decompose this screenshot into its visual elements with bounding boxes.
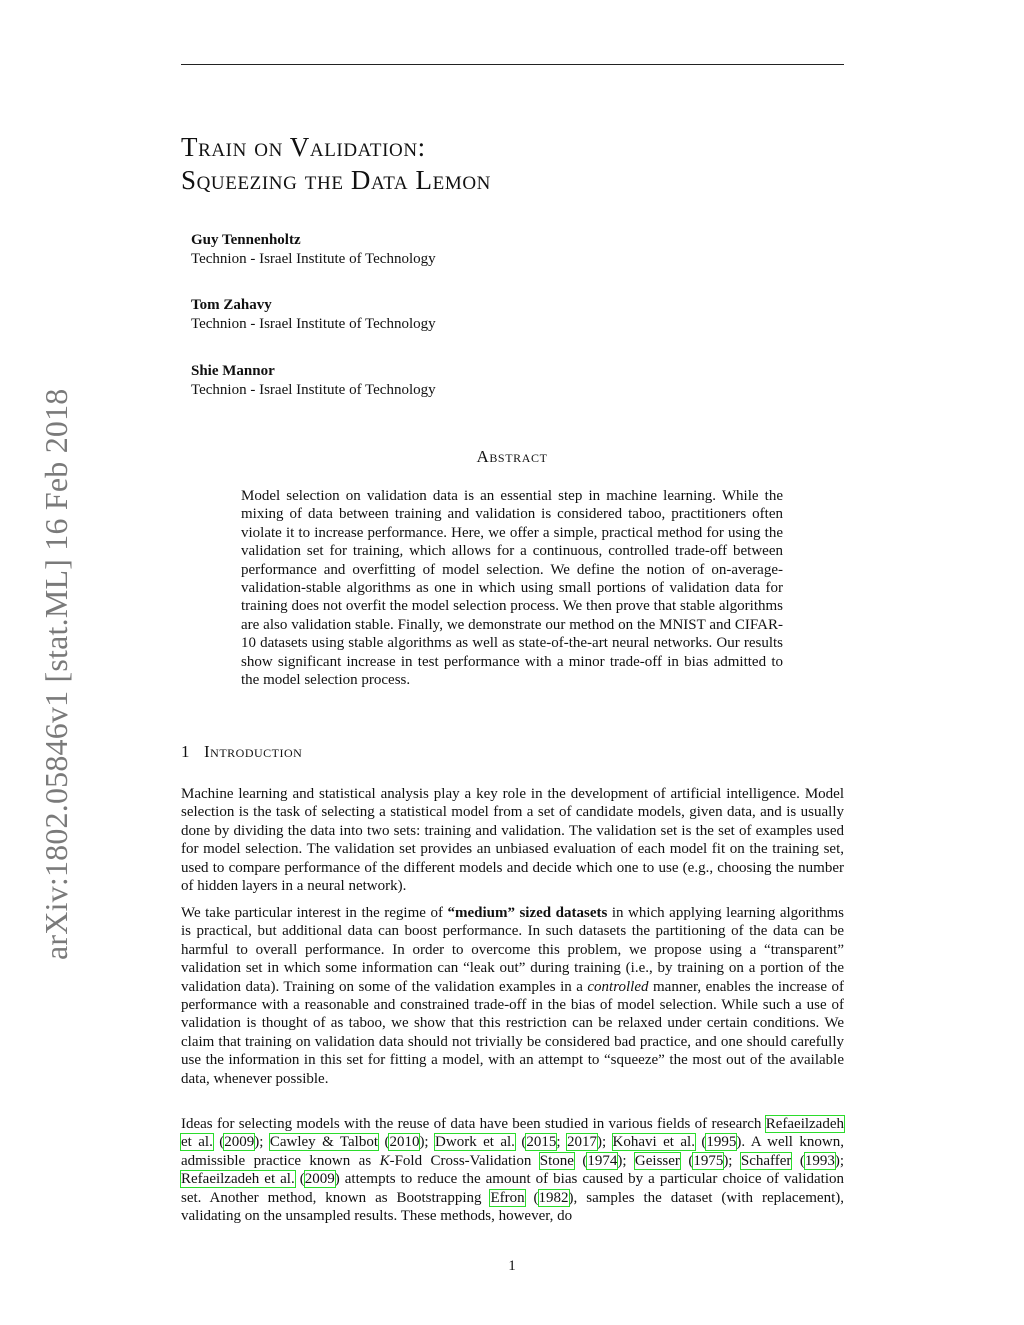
citation-link[interactable]: Refaeilzadeh et al.	[181, 1171, 295, 1188]
citation-link[interactable]: Efron	[490, 1189, 525, 1206]
text-run: (	[212, 1134, 225, 1151]
text-run: manner, enables the increase of performance with a reasonable and constrained trade-off in the bias of model selection. While such a use of validation is thought of as taboo, we show that this restriction can be relaxed under certain conditions. We claim that training on validation data should not trivially be considered bad practice, and one should carefully use the information in this set for fitting a model, with an attempt to “squeeze” the most out of the available data, whenever possible.	[181, 978, 844, 1087]
intro-paragraph-2	[181, 904, 844, 1088]
text-run: We take particular interest in the regime of	[181, 905, 448, 921]
text-run: (	[294, 1171, 305, 1188]
section-heading	[181, 742, 302, 762]
citation-link[interactable]: 1982	[538, 1189, 569, 1206]
text-run: (	[694, 1134, 707, 1151]
title-line-2: Squeezing the Data Lemon	[181, 165, 491, 195]
text-run: );	[596, 1134, 613, 1151]
text-run: );	[617, 1152, 635, 1169]
intro-paragraph-1: Machine learning and statistical analysis play a key role in the development of artificial intelligence. Model selection is the task of selecting a statistical model from a set of candidate models, given data, and is usually done by dividing the data into two sets: training and validation. The validation set is the set of examples used for model selection. The validation set provides an unbiased evaluation of each model fit on the training set, used to compare performance of the different models and decide which one to use (e.g., choosing the number of hidden layers in a neural network).	[181, 786, 844, 895]
page-number: 1	[508, 1258, 516, 1274]
text-run: (	[791, 1152, 805, 1169]
author-block-2	[191, 296, 436, 334]
author-affiliation: Technion - Israel Institute of Technology	[191, 251, 436, 267]
citation-link[interactable]: Dwork et al.	[435, 1134, 515, 1151]
text-run: -Fold Cross-Validation	[389, 1152, 540, 1169]
italic-word: controlled	[587, 978, 649, 995]
citation-link[interactable]: Stone	[539, 1152, 574, 1169]
text-run: ) attempts to reduce the amount of bias caused by a particular choice of validation set. Another method, known as Bootstrapping	[181, 1171, 845, 1206]
citation-link[interactable]: 1995	[706, 1134, 737, 1151]
text-run: in which applying learning algorithms is practical, but additional data can boost performance. In such datasets the partitioning of the data can be harmful to overall performance. In order to overcome this problem, we propose using a “transparent” validation set in which some information can “leak out” during training (i.e., by training on a portion of the validation data). Training on some of the validation examples in a	[181, 905, 844, 995]
math-symbol-k: K	[379, 1152, 390, 1169]
citation-link[interactable]: Schaffer	[740, 1152, 792, 1169]
author-affiliation: Technion - Israel Institute of Technology	[191, 316, 436, 332]
author-block-3	[191, 362, 436, 400]
text-run: );	[419, 1134, 436, 1151]
text-run: );	[834, 1152, 844, 1169]
text-run: (	[514, 1134, 527, 1151]
citation-link[interactable]: 2015	[526, 1134, 557, 1151]
citation-link[interactable]: 1993	[804, 1152, 835, 1169]
citation-link[interactable]: 2017	[566, 1134, 597, 1151]
title-line-1: Train on Validation:	[181, 132, 426, 162]
section-number: 1	[181, 742, 190, 761]
citation-link[interactable]: 2009	[304, 1171, 335, 1188]
citation-link[interactable]: Cawley & Talbot	[269, 1134, 379, 1151]
abstract-heading: Abstract	[476, 447, 548, 466]
text-run: (	[679, 1152, 694, 1169]
author-block-1	[191, 231, 436, 269]
arxiv-side-stamp: arXiv:1802.05846v1 [stat.ML] 16 Feb 2018	[38, 388, 74, 960]
text-run: (	[573, 1152, 588, 1169]
section-title: Introduction	[204, 742, 303, 761]
text-run: (	[524, 1189, 539, 1206]
author-name: Guy Tennenholtz	[191, 232, 301, 248]
citation-link[interactable]: 1975	[693, 1152, 724, 1169]
text-run: );	[723, 1152, 741, 1169]
text-run: ;	[556, 1134, 567, 1151]
paper-title	[181, 131, 491, 197]
intro-paragraph-3	[181, 1115, 844, 1225]
bold-phrase: “medium” sized datasets	[447, 905, 608, 921]
author-name: Tom Zahavy	[191, 297, 272, 313]
citation-link[interactable]: 2010	[389, 1134, 420, 1151]
author-name: Shie Mannor	[191, 363, 275, 379]
citation-link[interactable]: Geisser	[634, 1152, 680, 1169]
author-affiliation: Technion - Israel Institute of Technology	[191, 382, 436, 398]
header-rule	[181, 64, 844, 65]
text-run: ). A well known, admissible practice known as	[181, 1134, 844, 1169]
citation-link[interactable]: Kohavi et al.	[612, 1134, 695, 1151]
text-run: );	[254, 1134, 270, 1151]
text-run: Ideas for selecting models with the reuse of data have been studied in various fields of research	[181, 1116, 766, 1132]
text-run: ), samples the dataset (with replacement), validating on the unsampled results. These methods, however, do	[181, 1189, 844, 1225]
citation-link[interactable]: 2009	[224, 1134, 255, 1151]
citation-link[interactable]: Refaeilzadeh et al.	[181, 1116, 844, 1151]
citation-link[interactable]: 1974	[587, 1152, 618, 1169]
abstract-body: Model selection on validation data is an essential step in machine learning. While the mixing of data between training and validation is considered taboo, practitioners often violate it to increase performance. Here, we offer a simple, practical method for using the validation set for training, which allows for a continuous, controlled trade-off between performance and overfitting of model selection. We define the notion of on-average-validation-stable algorithms as one in which using small portions of validation data for training does not overfit the model selection process. We then prove that stable algorithms are also validation stable. Finally, we demonstrate our method on the MNIST and CIFAR-10 datasets using stable algorithms as well as state-of-the-art neural networks. Our results show significant increase in test performance with a minor trade-off in bias admitted to the model selection process.	[241, 488, 783, 689]
text-run: (	[378, 1134, 390, 1151]
